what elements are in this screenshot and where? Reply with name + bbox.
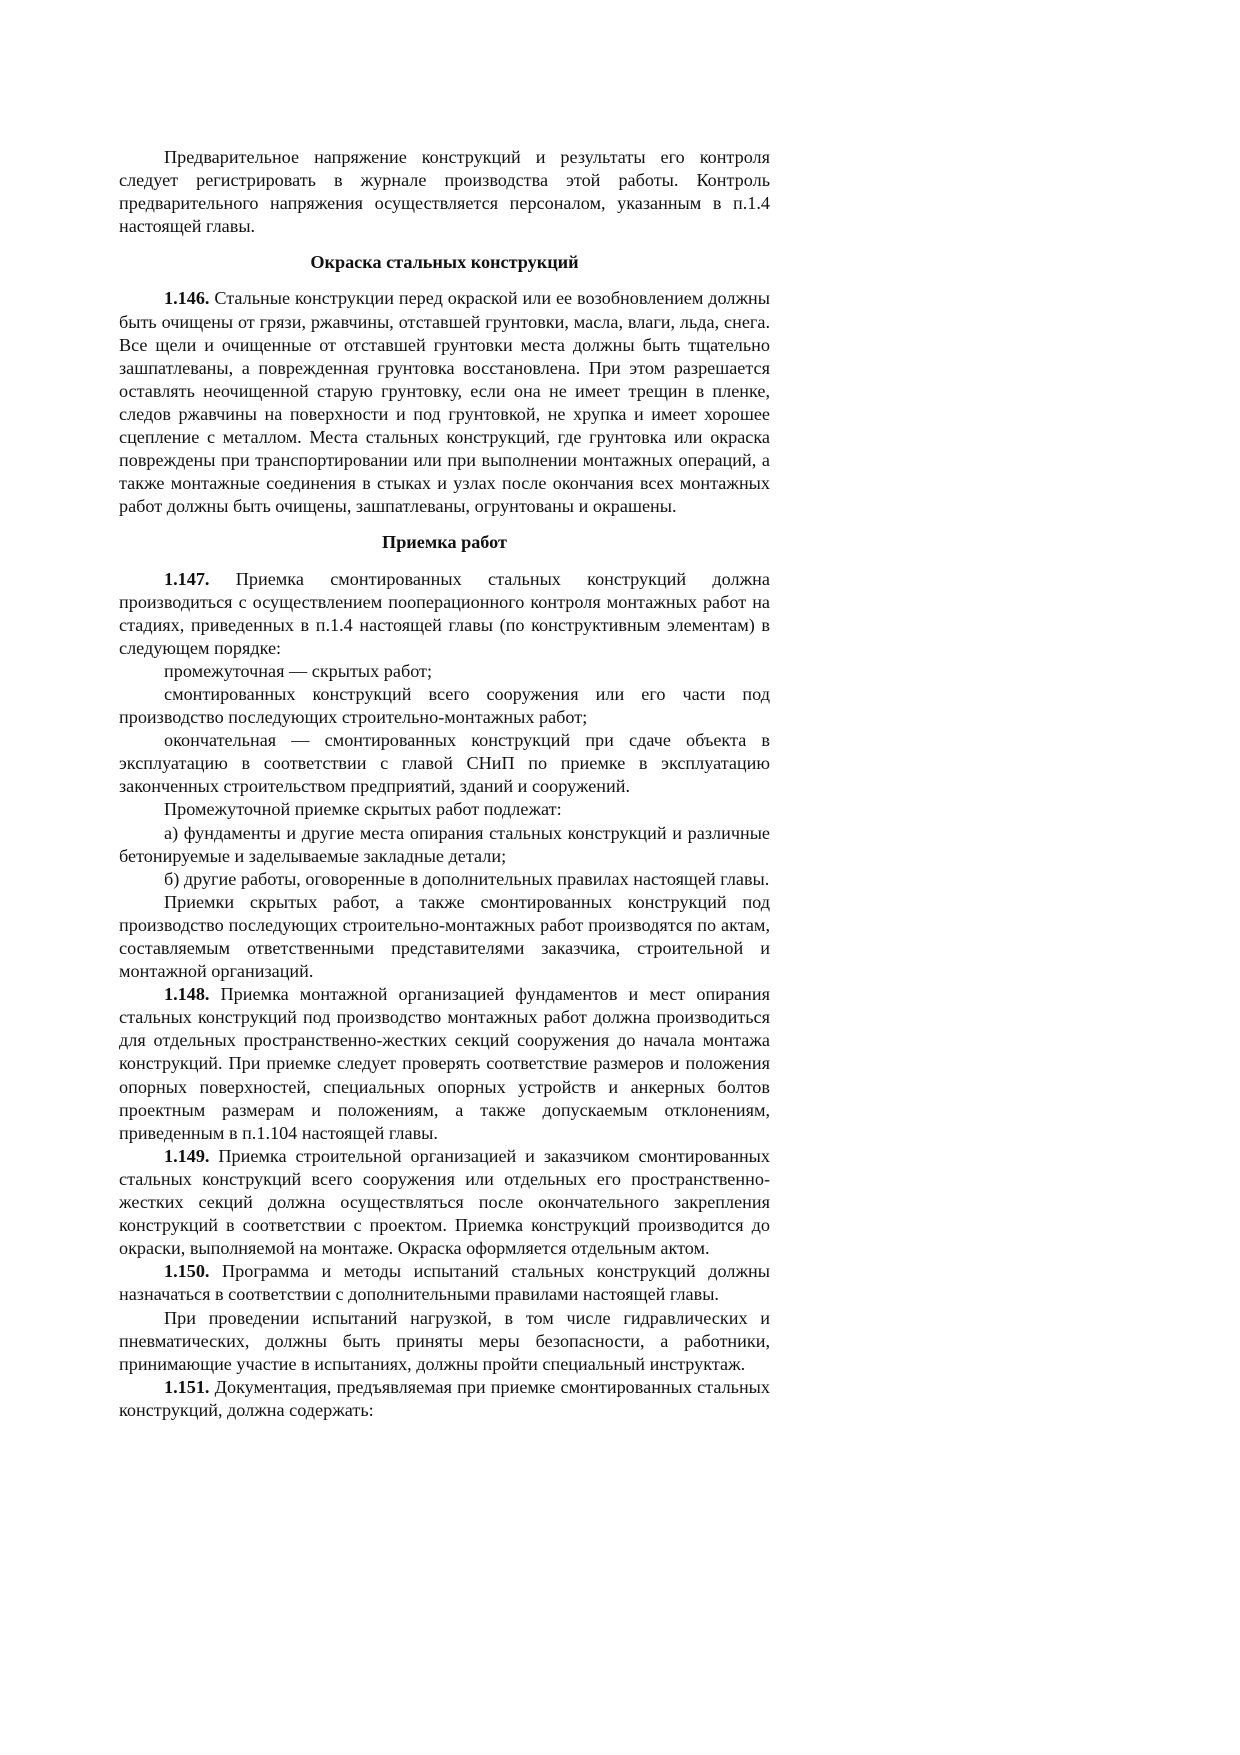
clause-number: 1.149. (164, 1145, 210, 1166)
paragraph-prestress-log: Предварительное напряжение конструкций и результаты его контроля следует регистрировать в журнале производства этой работы. Контроль предварительного напряжения осуществляется персоналом, указанным в п.1.4 настоящей главы. (119, 147, 770, 237)
paragraph-mounted-structures: смонтированных конструкций всего сооружения или его части под производство последующих строительно-монтажных работ; (119, 683, 770, 728)
paragraph-acts: Приемки скрытых работ, а также смонтированных конструкций под производство последующих строительно-монтажных работ производятся по актам, составляемым ответственными представителями заказчика, строительной и монтажной организаций. (119, 891, 770, 982)
section-heading-acceptance: Приемка работ (382, 532, 507, 553)
paragraph-final: окончательная — смонтированных конструкций при сдаче объекта в эксплуатацию в соответствии с главой СНиП по приемке в эксплуатацию законченных строительством предприятий, зданий и сооружений. (119, 730, 770, 797)
clause-number: 1.147. (164, 568, 210, 589)
paragraph-load-tests: При проведении испытаний нагрузкой, в том числе гидравлических и пневматических, должны быть приняты меры безопасности, а работники, принимающие участие в испытаниях, должны пройти специальный инструктаж. (119, 1307, 770, 1374)
clause-number: 1.151. (164, 1376, 210, 1397)
clause-1-149: 1.149. Приемка строительной организацией и заказчиком смонтированных стальных конструкций всего сооружения или отдельных его пространственно-жестких секций должна осуществляться после окончательного закрепления конструкций в соответствии с проектом. Приемка конструкций производится до окраски, выполняемой на монтаже. Окраска оформляется отдельным актом. (119, 1145, 770, 1259)
clause-1-147: 1.147. Приемка смонтированных стальных конструкций должна производиться с осуществлением пооперационного контроля монтажных работ на стадиях, приведенных в п.1.4 настоящей главы (по конструктивным элементам) в следующем порядке: (119, 568, 770, 658)
paragraph-hidden-works: Промежуточной приемке скрытых работ подлежат: (164, 799, 562, 820)
clause-1-146: 1.146. Стальные конструкции перед окраской или ее возобновлением должны быть очищены от грязи, ржавчины, отставшей грунтовки, масла, влаги, льда, снега. Все щели и очищенные от отставшей грунтовки места должны быть тщательно зашпатлеваны, а поврежденная грунтовка восстановлена. При этом разрешается оставлять неочищенной старую грунтовку, если она не имеет трещин в пленке, следов ржавчины на поверхности и под грунтовкой, не хрупка и имеет хорошее сцепление с металлом. Места стальных конструкций, где грунтовка или окраска повреждены при транспортировании или при выполнении монтажных операций, а также монтажные соединения в стыках и узлах после окончания всех монтажных работ должны быть очищены, зашпатлеваны, огрунтованы и окрашены. (119, 288, 770, 517)
section-heading-painting: Окраска стальных конструкций (310, 252, 579, 273)
clause-number: 1.150. (164, 1261, 210, 1282)
list-item-a: а) фундаменты и другие места опирания стальных конструкций и различные бетонируемые и заделываемые закладные детали; (119, 822, 770, 866)
clause-1-148: 1.148. Приемка монтажной организацией фундаментов и мест опирания стальных конструкций под производство монтажных работ должна производиться для отдельных пространственно-жестких секций сооружения до начала монтажа конструкций. При приемке следует проверять соответствие размеров и положения опорных поверхностей, специальных опорных устройств и анкерных болтов проектным размерам и положениям, а также допускаемым отклонениям, приведенным в п.1.104 настоящей главы. (119, 984, 770, 1143)
paragraph-intermediate: промежуточная — скрытых работ; (164, 660, 433, 681)
clause-number: 1.148. (164, 984, 210, 1005)
list-item-b: б) другие работы, оговоренные в дополнительных правилах настоящей главы. (164, 868, 770, 889)
document-page (119, 146, 770, 1422)
clause-number: 1.146. (164, 288, 210, 309)
clause-1-151: 1.151. Документация, предъявляемая при приемке смонтированных стальных конструкций, должна содержать: (119, 1376, 770, 1420)
clause-1-150: 1.150. Программа и методы испытаний стальных конструкций должны назначаться в соответствии с дополнительными правилами настоящей главы. (119, 1261, 770, 1305)
